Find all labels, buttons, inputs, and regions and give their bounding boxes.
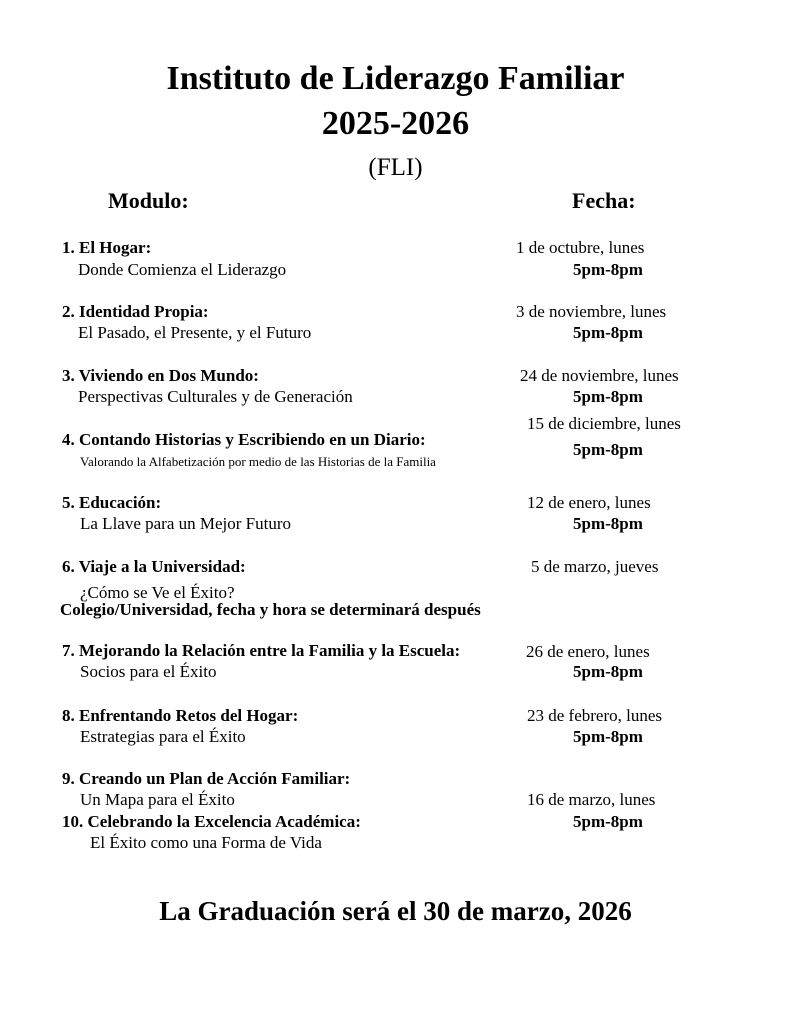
module-title: 6. Viaje a la Universidad: <box>62 557 246 576</box>
module-time: 5pm-8pm <box>573 727 643 746</box>
module-date: 1 de octubre, lunes <box>516 238 645 257</box>
module-subtitle: Un Mapa para el Éxito <box>80 790 235 809</box>
module-subtitle: Estrategias para el Éxito <box>80 727 246 746</box>
module-time: 5pm-8pm <box>573 514 643 533</box>
module-subtitle: Valorando la Alfabetización por medio de las Historias de la Familia <box>80 454 436 469</box>
date-header: Fecha: <box>572 188 636 213</box>
module-title: 5. Educación: <box>62 493 162 512</box>
module-time: 5pm-8pm <box>573 323 643 342</box>
module-date: 26 de enero, lunes <box>526 642 650 661</box>
module-date: 12 de enero, lunes <box>527 493 651 512</box>
module-subtitle: La Llave para un Mejor Futuro <box>80 514 292 533</box>
title-year: 2025-2026 <box>321 105 470 142</box>
module-title: 9. Creando un Plan de Acción Familiar: <box>62 769 351 788</box>
module-subtitle: Perspectivas Culturales y de Generación <box>78 387 353 406</box>
module-title: 10. Celebrando la Excelencia Académica: <box>62 812 361 831</box>
module-subtitle: ¿Cómo se Ve el Éxito? <box>80 583 235 602</box>
module-time: 5pm-8pm <box>573 440 643 459</box>
module-note: Colegio/Universidad, fecha y hora se determinará después <box>60 600 481 619</box>
module-title: 7. Mejorando la Relación entre la Familia y la Escuela: <box>62 641 461 660</box>
module-title: 2. Identidad Propia: <box>62 302 209 321</box>
module-date: 16 de marzo, lunes <box>527 790 656 809</box>
module-title: 3. Viviendo en Dos Mundo: <box>62 366 259 385</box>
module-date: 5 de marzo, jueves <box>531 557 659 576</box>
module-date: 24 de noviembre, lunes <box>520 366 679 385</box>
graduation-notice: La Graduación será el 30 de marzo, 2026 <box>159 896 632 926</box>
module-time: 5pm-8pm <box>573 812 643 831</box>
module-subtitle: El Pasado, el Presente, y el Futuro <box>78 323 312 342</box>
module-time: 5pm-8pm <box>573 387 643 406</box>
module-subtitle: Socios para el Éxito <box>80 662 217 681</box>
module-title: 1. El Hogar: <box>62 238 152 257</box>
title: Instituto de Liderazgo Familiar <box>166 60 625 97</box>
module-header: Modulo: <box>108 188 189 213</box>
module-title: 4. Contando Historias y Escribiendo en un Diario: <box>62 430 426 449</box>
module-subtitle: El Éxito como una Forma de Vida <box>90 833 322 852</box>
module-subtitle: Donde Comienza el Liderazgo <box>78 260 287 279</box>
module-time: 5pm-8pm <box>573 662 643 681</box>
abbreviation: (FLI) <box>368 154 423 181</box>
module-date: 23 de febrero, lunes <box>527 706 663 725</box>
module-date: 15 de diciembre, lunes <box>527 414 681 433</box>
module-time: 5pm-8pm <box>573 260 643 279</box>
module-date: 3 de noviembre, lunes <box>516 302 667 321</box>
module-title: 8. Enfrentando Retos del Hogar: <box>62 706 299 725</box>
